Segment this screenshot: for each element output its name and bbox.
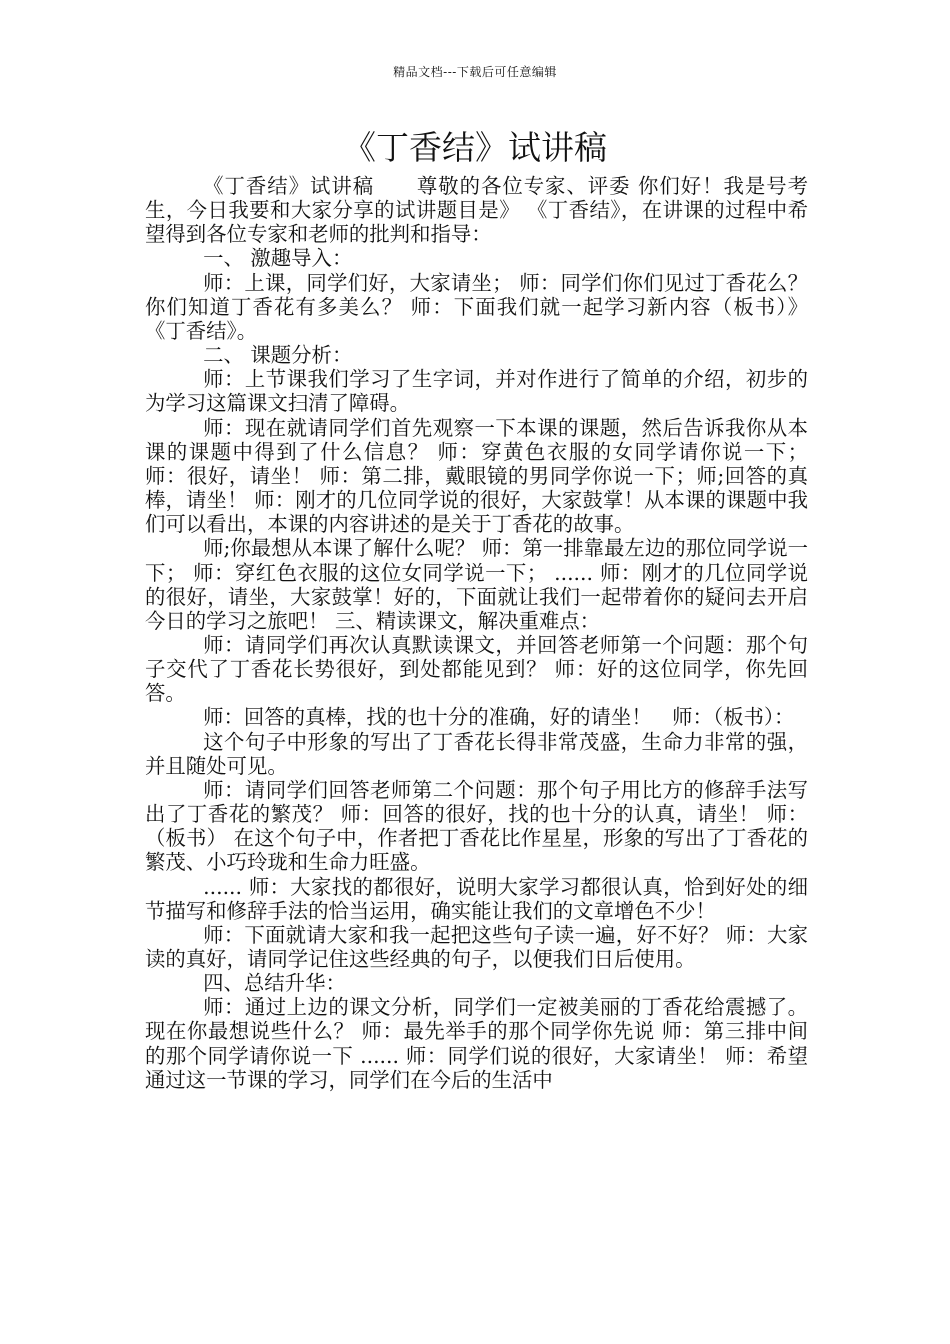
paragraph: 这个句子中形象的写出了丁香花长得非常茂盛，生命力非常的强，并且随处可见。 xyxy=(145,729,808,778)
paragraph: 师：回答的真棒，找的也十分的准确，好的请坐！ 师：（板书）： xyxy=(203,705,795,730)
paragraph: 师：上课，同学们好，大家请坐； 师：同学们你们见过丁香花么？你们知道丁香花有多美么？ 师：下面我们就一起学习新内容（板书）》 《丁香结》。 xyxy=(145,270,808,343)
document-title: 《丁香结》试讲稿 xyxy=(343,128,607,167)
section-heading: 四、总结升华： xyxy=(203,971,346,996)
page-header: 精品文档---下载后可任意编辑 xyxy=(393,65,557,79)
paragraph: 师：上节课我们学习了生字词，并对作进行了简单的介绍，初步的为学习这篇课文扫清了障碍。 xyxy=(145,367,808,416)
section-heading: 一、 激趣导入： xyxy=(203,246,353,271)
section-heading: 二、 课题分析： xyxy=(203,343,353,368)
paragraph: 师：请同学们再次认真默读课文，并回答老师第一个问题：那个句子交代了丁香花长势很好，到处都能见到？ 师：好的这位同学，你先回答。 xyxy=(145,632,808,706)
paragraph: 《丁香结》试讲稿 尊敬的各位专家、评委 你们好！我是号考生，今日我要和大家分享的试讲题目是》 《丁香结》，在讲课的过程中希望得到各位专家和老师的批判和指导： xyxy=(145,174,808,247)
paragraph: 师：请同学们回答老师第二个问题：那个句子用比方的修辞手法写出了丁香花的繁茂？ 师：回答的很好，找的也十分的认真，请坐！ 师：（板书） 在这个句子中，作者把丁香花比作星星，形象的写出了丁香花的繁茂、小巧玲珑和生命力旺盛。 xyxy=(145,777,808,875)
paragraph: ...... 师：大家找的都很好，说明大家学习都很认真，恰到好处的细节描写和修辞手法的恰当运用，确实能让我们的文章增色不少！ xyxy=(145,874,808,923)
paragraph: 师：现在就请同学们首先观察一下本课的课题，然后告诉我你从本课的课题中得到了什么信息？ 师：穿黄色衣服的女同学请你说一下； 师：很好，请坐！ 师：第二排，戴眼镜的男同学你说一下；师;回答的真棒，请坐！ 师：刚才的几位同学说的很好，大家鼓掌！从本课的课题中我们可以看出，本课的内容讲述的是关于丁香花的故事。 xyxy=(145,415,808,537)
paragraph: 师;你最想从本课了解什么呢？ 师：第一排靠最左边的那位同学说一下； 师：穿红色衣服的这位女同学说一下； ...... 师：刚才的几位同学说的很好，请坐，大家鼓掌！好的，下面就让我们一起带着你的疑问去开启今日的学习之旅吧！ 三、精读课文，解决重难点： xyxy=(145,536,808,633)
paragraph: 师：通过上边的课文分析，同学们一定被美丽的丁香花给震撼了。现在你最想说些什么？ 师：最先举手的那个同学你先说 师：第三排中间的那个同学请你说一下 ...... 师：同学们说的很好，大家请坐！ 师：希望通过这一节课的学习，同学们在今后的生活中 xyxy=(145,995,808,1092)
paragraph: 师：下面就请大家和我一起把这些句子读一遍，好不好？ 师：大家读的真好，请同学记住这些经典的句子，以便我们日后使用。 xyxy=(145,922,808,971)
document-body xyxy=(145,174,808,1092)
